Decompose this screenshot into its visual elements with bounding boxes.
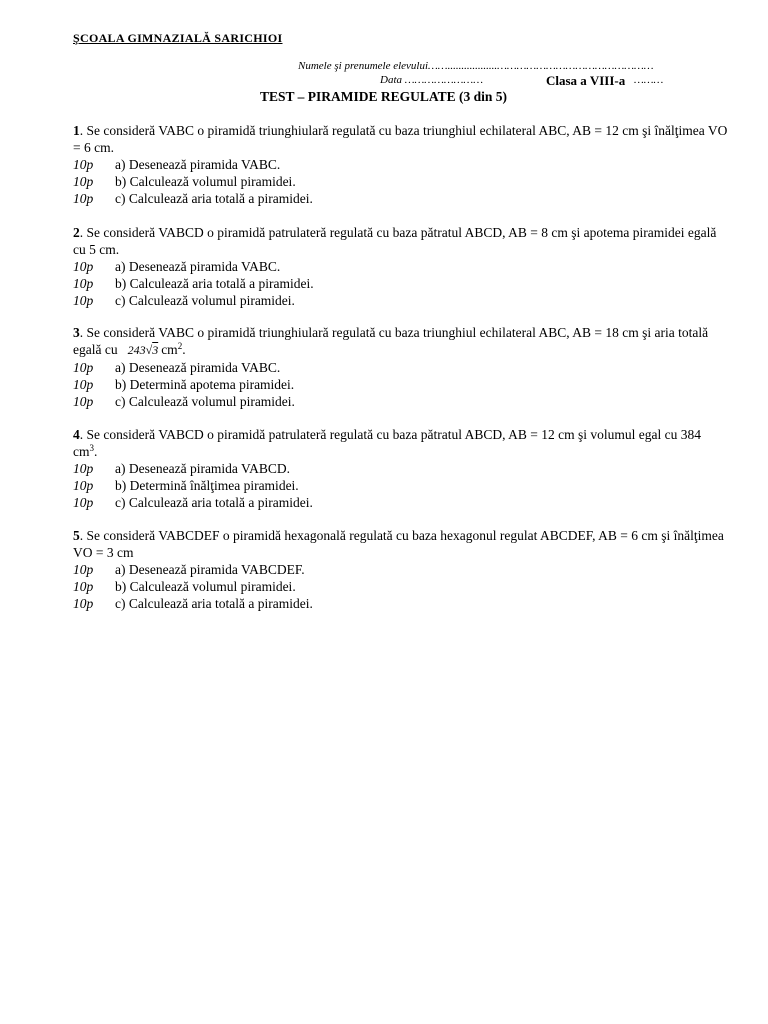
points-label: 10p	[73, 394, 94, 409]
statement-end: .	[182, 342, 186, 357]
subquestion-b	[73, 376, 728, 393]
subquestion-a	[73, 258, 728, 275]
class-dots: ………	[634, 74, 664, 86]
area-formula: 243√3	[127, 343, 159, 357]
subquestion-b	[73, 275, 728, 292]
subquestion-a	[73, 460, 728, 477]
problem-statement	[73, 324, 728, 359]
points-label: 10p	[73, 157, 94, 172]
subquestion-text: c) Calculează aria totală a piramidei.	[115, 596, 313, 611]
points-label: 10p	[73, 276, 94, 291]
subquestion-text: c) Calculează aria totală a piramidei.	[115, 191, 313, 206]
subquestion-text: b) Calculează aria totală a piramidei.	[115, 276, 314, 291]
points-label: 10p	[73, 596, 94, 611]
student-name-line	[298, 60, 654, 72]
area-exponent: 2	[177, 341, 183, 351]
subquestion-text: a) Desenează piramida VABC.	[115, 360, 281, 375]
subquestion-text: a) Desenează piramida VABC.	[115, 157, 281, 172]
problem-2	[73, 224, 728, 309]
problem-number: 5	[73, 528, 80, 543]
problem-5	[73, 527, 728, 612]
subquestion-text: b) Determină înălţimea piramidei.	[115, 478, 299, 493]
problem-statement	[73, 224, 728, 258]
problem-number: 3	[73, 325, 80, 340]
subquestion-a	[73, 359, 728, 376]
subquestion-c	[73, 595, 728, 612]
student-name-dots: ……..................…………………………………………	[428, 60, 654, 72]
points-label: 10p	[73, 495, 94, 510]
area-coefficient: 243	[127, 343, 146, 357]
problem-4	[73, 426, 728, 511]
problem-statement	[73, 527, 728, 561]
points-label: 10p	[73, 461, 94, 476]
problem-1	[73, 122, 728, 207]
subquestion-c	[73, 190, 728, 207]
points-label: 10p	[73, 191, 94, 206]
points-label: 10p	[73, 377, 94, 392]
subquestion-c	[73, 393, 728, 410]
subquestion-a	[73, 561, 728, 578]
problem-statement	[73, 426, 728, 460]
test-title: TEST – PIRAMIDE REGULATE (3 din 5)	[260, 89, 508, 104]
problem-3	[73, 324, 728, 410]
subquestion-text: b) Calculează volumul piramidei.	[115, 579, 296, 594]
date-line	[380, 74, 483, 86]
area-unit: cm	[161, 342, 178, 357]
subquestion-a	[73, 156, 728, 173]
problem-statement	[73, 122, 728, 156]
subquestion-text: a) Desenează piramida VABC.	[115, 259, 281, 274]
student-name-label: Numele şi prenumele elevului	[298, 60, 429, 72]
points-label: 10p	[73, 259, 94, 274]
problem-number: 2	[73, 225, 80, 240]
problem-number: 4	[73, 427, 80, 442]
subquestion-text: b) Determină apotema piramidei.	[115, 377, 295, 392]
area-radicand: 3	[152, 343, 159, 357]
problem-text: . Se consideră VABCD o piramidă patrulateră regulată cu baza pătratul ABCD, AB = 12 cm şi volumul egal cu 384 cm	[73, 427, 701, 459]
subquestion-text: a) Desenează piramida VABCD.	[115, 461, 290, 476]
points-label: 10p	[73, 478, 94, 493]
statement-end: .	[94, 444, 98, 459]
problem-text: . Se consideră VABC o piramidă triunghiulară regulată cu baza triunghiul echilateral ABC, AB = 12 cm şi înălţimea VO = 6 cm.	[73, 123, 728, 155]
subquestion-c	[73, 494, 728, 511]
subquestion-text: c) Calculează volumul piramidei.	[115, 293, 295, 308]
date-dots: ……………………	[402, 74, 483, 86]
points-label: 10p	[73, 293, 94, 308]
points-label: 10p	[73, 174, 94, 189]
subquestion-text: a) Desenează piramida VABCDEF.	[115, 562, 305, 577]
subquestion-text: b) Calculează volumul piramidei.	[115, 174, 296, 189]
subquestion-text: c) Calculează volumul piramidei.	[115, 394, 295, 409]
school-name: ŞCOALA GIMNAZIALĂ SARICHIOI	[73, 31, 283, 45]
subquestion-c	[73, 292, 728, 309]
problem-number: 1	[73, 123, 80, 138]
points-label: 10p	[73, 562, 94, 577]
subquestion-b	[73, 477, 728, 494]
problem-text: . Se consideră VABCDEF o piramidă hexagonală regulată cu baza hexagonul regulat ABCDEF, AB = 6 cm şi înălţimea VO = 3 cm	[73, 528, 724, 560]
subquestion-b	[73, 173, 728, 190]
subquestion-text: c) Calculează aria totală a piramidei.	[115, 495, 313, 510]
points-label: 10p	[73, 579, 94, 594]
volume-exponent: 3	[89, 443, 94, 453]
subquestion-b	[73, 578, 728, 595]
points-label: 10p	[73, 360, 94, 375]
problem-text: . Se consideră VABCD o piramidă patrulateră regulată cu baza pătratul ABCD, AB = 8 cm şi apotema piramidei egală cu 5 cm.	[73, 225, 717, 257]
class-label: Clasa a VIII-a	[546, 73, 626, 88]
problem-text: . Se consideră VABC o piramidă triunghiulară regulată cu baza triunghiul echilateral ABC, AB = 18 cm şi aria totală egală cu	[73, 325, 709, 357]
date-label: Data	[380, 74, 402, 86]
